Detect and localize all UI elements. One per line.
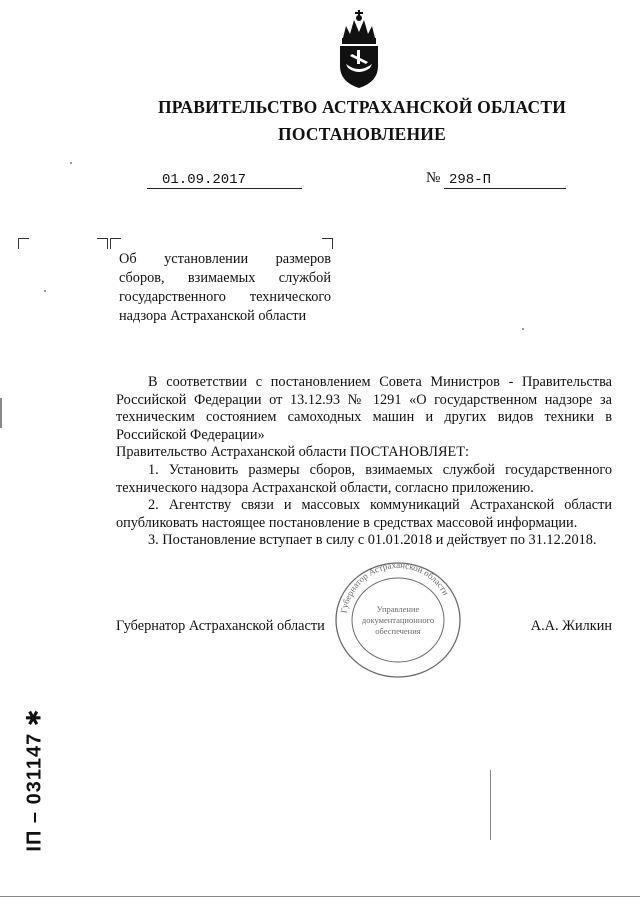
organization-title: ПРАВИТЕЛЬСТВО АСТРАХАНСКОЙ ОБЛАСТИ [157,97,567,117]
scan-speck [522,328,524,330]
scan-mark [490,770,491,840]
item-1: 1. Установить размеры сборов, взимаемых службой государственного технического надзора Астраханской области, согласно приложению. [116,461,612,496]
official-seal-stamp [328,560,468,680]
item-3: 3. Постановление вступает в силу с 01.01.2018 и действует по 31.12.2018. [148,532,597,549]
corner-mark [110,238,121,249]
item-2: 2. Агентству связи и массовых коммуникаций Астраханской области опубликовать настоящее постановление в средствах массовой информации. [116,497,612,531]
corner-mark [97,238,108,249]
title-line: надзора Астраханской области [119,308,307,324]
corner-mark [322,238,333,249]
number-label: № [426,170,441,186]
title-line: государственного технического [119,289,331,305]
scan-speck [44,290,46,292]
seal-center-line: документационного [361,615,435,625]
seal-center-line: Управление [376,604,420,614]
title-line: Об установлении размеров [119,251,331,267]
serial-number-text: ІП – 031147 ✱ [23,708,46,852]
corner-mark [18,238,29,249]
scan-mark [0,398,2,428]
coat-of-arms-emblem [330,8,388,90]
decree-body [116,374,612,550]
decree-subject-title [119,250,331,326]
scan-speck [70,162,72,164]
document-serial-number [20,700,48,860]
decree-number: 298-П [444,172,566,189]
signer-name: А.А. Жилкин [530,618,612,634]
title-line: сборов, взимаемых службой [119,270,331,286]
decree-date: 01.09.2017 [147,172,302,189]
document-type: ПОСТАНОВЛЕНИЕ [278,124,446,144]
signer-position: Губернатор Астраханской области [116,618,325,634]
preamble-paragraph: В соответствии с постановлением Совета Министров - Правительства Российской Федерации от 13.12.93 № 1291 «О государственном надзоре за техническим состоянием самоходных машин и других видов техники в Российской Федерации» [116,374,612,443]
seal-outer-text: Губернатор Астраханской области [338,560,452,614]
resolves-line: Правительство Астраханской области ПОСТАНОВЛЯЕТ: [116,444,469,461]
scan-mark [0,896,640,897]
seal-center-line: обеспечения [375,626,421,636]
